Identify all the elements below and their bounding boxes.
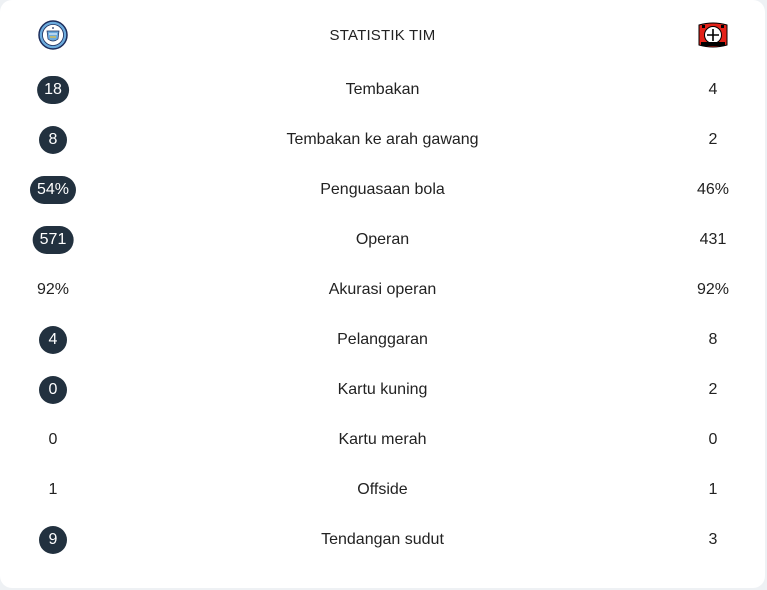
stat-label: Kartu merah — [338, 431, 427, 448]
stats-header — [0, 12, 765, 58]
home-value: 1 — [48, 481, 58, 498]
home-value-cell — [39, 376, 67, 404]
home-value-cell — [37, 76, 69, 104]
page-title: STATISTIK TIM — [329, 27, 436, 44]
stat-label: Tembakan ke arah gawang — [286, 131, 479, 148]
home-value-cell — [49, 476, 58, 504]
stat-label: Kartu kuning — [337, 381, 428, 398]
away-value: 2 — [708, 131, 718, 148]
home-value-badge: 4 — [39, 326, 67, 354]
stat-label: Penguasaan bola — [320, 181, 445, 198]
away-value-cell — [697, 176, 729, 204]
home-value-badge: 9 — [39, 526, 67, 554]
away-value: 46% — [696, 181, 730, 198]
stat-label: Tembakan — [345, 81, 420, 98]
home-value-cell — [30, 176, 76, 204]
away-value-cell — [709, 76, 718, 104]
away-value-cell — [709, 126, 718, 154]
away-value-cell — [700, 226, 727, 254]
away-value: 431 — [699, 231, 727, 248]
home-value-cell — [49, 426, 58, 454]
home-value-cell — [39, 326, 67, 354]
away-value: 3 — [708, 531, 718, 548]
home-value: 0 — [48, 431, 58, 448]
stats-list — [0, 65, 765, 565]
stat-row — [0, 265, 765, 315]
bayer-leverkusen-crest-icon — [697, 21, 729, 49]
stat-label: Operan — [355, 231, 410, 248]
stat-label: Akurasi operan — [328, 281, 437, 298]
home-value-badge: 0 — [39, 376, 67, 404]
stat-row — [0, 65, 765, 115]
stat-label: Tendangan sudut — [321, 531, 444, 548]
away-value: 92% — [696, 281, 730, 298]
home-value-badge: 571 — [33, 226, 74, 254]
away-value-cell — [709, 476, 718, 504]
away-value: 2 — [708, 381, 718, 398]
stat-label: Pelanggaran — [337, 331, 428, 348]
home-value-cell — [39, 526, 67, 554]
stat-row — [0, 315, 765, 365]
home-value-badge: 54% — [30, 176, 76, 204]
away-value-cell — [709, 426, 718, 454]
stat-row — [0, 115, 765, 165]
home-value-badge: 18 — [37, 76, 69, 104]
stat-row — [0, 465, 765, 515]
home-value-cell — [33, 226, 74, 254]
away-value-cell — [697, 276, 729, 304]
stat-row — [0, 515, 765, 565]
home-value-cell — [39, 126, 67, 154]
away-value-cell — [709, 526, 718, 554]
manchester-city-crest-icon — [38, 20, 68, 50]
home-value-cell — [37, 276, 69, 304]
stat-row — [0, 415, 765, 465]
away-value: 1 — [708, 481, 718, 498]
stat-row — [0, 165, 765, 215]
away-value: 8 — [708, 331, 718, 348]
away-value: 4 — [708, 81, 718, 98]
home-value-badge: 8 — [39, 126, 67, 154]
home-value: 92% — [36, 281, 70, 298]
stat-row — [0, 365, 765, 415]
stat-label: Offside — [357, 481, 408, 498]
away-value: 0 — [708, 431, 718, 448]
away-value-cell — [709, 326, 718, 354]
away-value-cell — [709, 376, 718, 404]
stat-row — [0, 215, 765, 265]
